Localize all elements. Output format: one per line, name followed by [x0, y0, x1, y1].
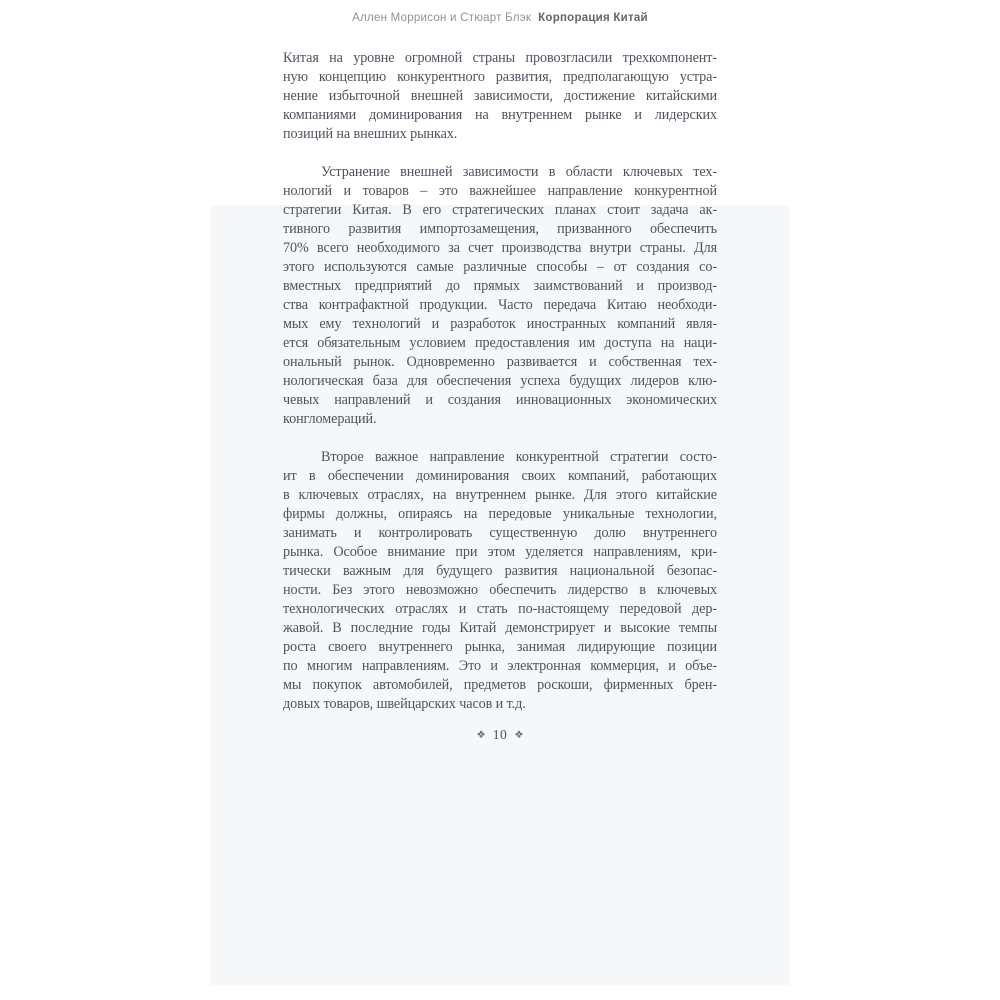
text-line: ности. Без этого невозможно обеспечить лидерство в ключевых [283, 582, 717, 598]
text-line: технологических отраслях и стать по-настоящему передовой дер- [283, 601, 717, 617]
paragraph [283, 448, 717, 714]
text-line: нение избыточной внешней зависимости, достижение китайскими [283, 88, 717, 104]
text-line: этого используются самые различные способы – от создания со- [283, 259, 717, 275]
text-line: компаниями доминирования на внутреннем рынке и лидерских [283, 107, 717, 123]
text-line: мы покупок автомобилей, предметов роскоши, фирменных брен- [283, 677, 717, 693]
folio-ornament-right-icon: ❖ [514, 730, 524, 741]
text-line: нологий и товаров – это важнейшее направление конкурентной [283, 183, 717, 199]
header-book-title: Корпорация Китай [538, 12, 648, 24]
running-header [283, 12, 717, 24]
text-line: 70% всего необходимого за счет производства внутри страны. Для [283, 240, 717, 256]
paragraph [283, 49, 717, 144]
text-line: позиций на внешних рынках. [283, 126, 458, 142]
text-line: ства контрафактной продукции. Часто передача Китаю необходи- [283, 297, 717, 313]
text-line: жавой. В последние годы Китай демонстрирует и высокие темпы [283, 620, 717, 636]
text-line: Устранение внешней зависимости в области ключевых тех- [321, 164, 717, 180]
text-line: тически важным для будущего развития национальной безопас- [283, 563, 717, 579]
text-line: тивного развития импортозамещения, призванного обеспечить [283, 221, 717, 237]
text-line: ит в обеспечении доминирования своих компаний, работающих [283, 468, 717, 484]
text-line: фирмы должны, опираясь на передовые уникальные технологии, [283, 506, 717, 522]
text-line: ется обязательным условием предоставления им доступа на наци- [283, 335, 717, 351]
text-line: занимать и контролировать существенную долю внутреннего [283, 525, 717, 541]
text-line: Второе важное направление конкурентной стратегии состо- [321, 449, 717, 465]
text-line: чевых направлений и создания инновационных экономических [283, 392, 717, 408]
text-line: стратегии Китая. В его стратегических планах стоит задача ак- [283, 202, 717, 218]
folio-ornament-left-icon: ❖ [476, 730, 486, 741]
text-line: довых товаров, швейцарских часов и т.д. [283, 696, 526, 712]
page-folio [283, 727, 717, 743]
header-authors: Аллен Моррисон и Стюарт Блэк [352, 12, 532, 24]
paragraph [283, 163, 717, 429]
text-line: Китая на уровне огромной страны провозгласили трехкомпонент- [283, 50, 717, 66]
text-line: нологическая база для обеспечения успеха будущих лидеров клю- [283, 373, 717, 389]
text-line: ональный рынок. Одновременно развивается и собственная тех- [283, 354, 717, 370]
text-line: мых ему технологий и разработок иностранных компаний явля- [283, 316, 717, 332]
text-line: конгломераций. [283, 411, 377, 427]
body-text-block [283, 49, 717, 714]
text-line: по многим направлениям. Это и электронная коммерция, и объе- [283, 658, 717, 674]
text-line: роста своего внутреннего рынка, занимая лидирующие позиции [283, 639, 717, 655]
text-line: вместных предприятий до прямых заимствований и производ- [283, 278, 717, 294]
page-number: 10 [492, 727, 508, 742]
text-line: рынка. Особое внимание при этом уделяется направлениям, кри- [283, 544, 717, 560]
text-line: ную концепцию конкурентного развития, предполагающую устра- [283, 69, 717, 85]
text-line: в ключевых отраслях, на внутреннем рынке. Для этого китайские [283, 487, 717, 503]
